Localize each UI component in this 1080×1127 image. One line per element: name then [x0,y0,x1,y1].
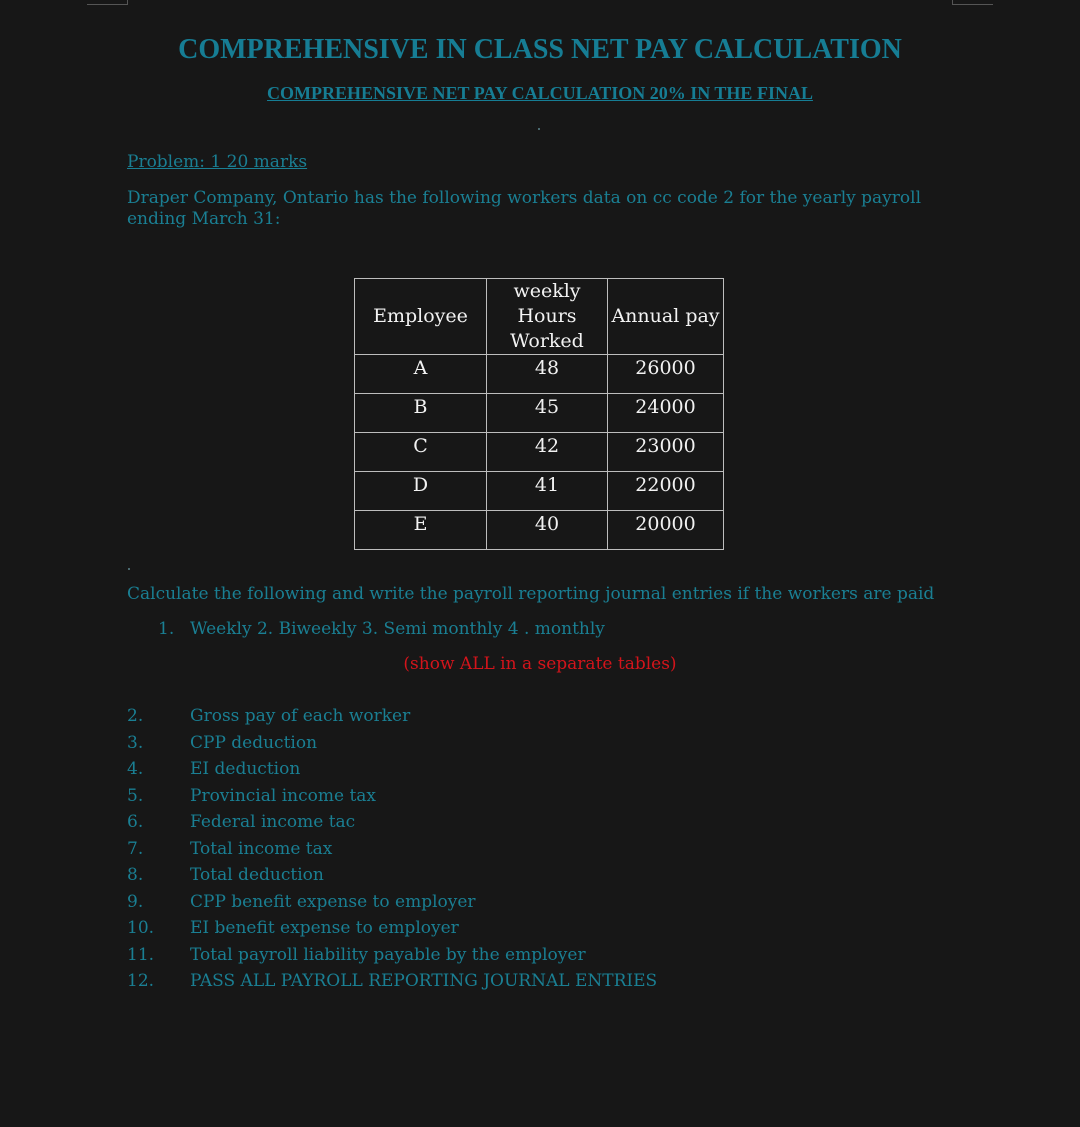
item-text: Total payroll liability payable by the employer [190,944,586,965]
item-text: Gross pay of each worker [190,706,411,726]
list-item [127,864,657,891]
cell-employee: D [355,472,487,511]
item-number: 4. [127,759,144,779]
table-row [355,355,724,394]
item-number: 9. [127,891,144,912]
item-number: 11. [127,944,155,965]
item-text: Total deduction [190,865,324,885]
cell-employee: B [355,394,487,433]
table-row [355,394,724,433]
table-row [355,511,724,550]
list-item [127,811,657,838]
header-weekly-hours: weekly Hours Worked [487,279,608,355]
item-text: EI deduction [190,759,301,779]
table-header-row [355,279,724,355]
table-row [355,433,724,472]
intro-paragraph: Draper Company, Ontario has the following workers data on cc code 2 for the yearly payroll ending March 31: [127,188,922,229]
page-corner-mark-left [87,0,128,5]
item-text: Provincial income tax [190,785,377,806]
page-corner-mark-right [952,0,993,5]
list-item [127,891,657,918]
list-item [127,944,657,971]
cell-annual-pay: 24000 [608,394,724,433]
list-item [127,970,657,997]
list-item [127,705,657,732]
document-title: COMPREHENSIVE IN CLASS NET PAY CALCULATION [178,34,902,65]
cell-annual-pay: 22000 [608,472,724,511]
cell-hours: 45 [487,394,608,433]
item-number: 3. [127,732,144,753]
cell-employee: A [355,355,487,394]
item-number: 10. [127,918,155,938]
pay-frequency-line [158,619,605,639]
item-text: CPP deduction [190,732,318,753]
cell-hours: 48 [487,355,608,394]
header-employee: Employee [355,279,487,355]
item-text: PASS ALL PAYROLL REPORTING JOURNAL ENTRIES [190,971,658,991]
item-number: 7. [127,838,144,859]
cell-employee: E [355,511,487,550]
list-item [127,917,657,944]
header-annual-pay: Annual pay [608,279,724,355]
problem-label: Problem: 1 20 marks [127,152,308,172]
item-number: 12. [127,971,155,991]
instruction-text: Calculate the following and write the payroll reporting journal entries if the workers are paid [127,584,935,604]
task-list [127,705,657,997]
cell-hours: 40 [487,511,608,550]
cell-employee: C [355,433,487,472]
frequency-number: 1. [158,619,175,639]
list-item [127,838,657,865]
table-row [355,472,724,511]
item-text: EI benefit expense to employer [190,918,459,938]
item-text: Federal income tac [190,812,356,832]
item-number: 6. [127,812,144,832]
cell-annual-pay: 26000 [608,355,724,394]
frequency-text: Weekly 2. Biweekly 3. Semi monthly 4 . monthly [190,619,605,639]
item-number: 5. [127,785,144,806]
list-item [127,758,657,785]
stray-dot [538,128,540,130]
list-item [127,732,657,759]
document-subtitle: COMPREHENSIVE NET PAY CALCULATION 20% IN THE FINAL [267,83,813,103]
stray-dot [128,568,130,570]
cell-annual-pay: 23000 [608,433,724,472]
cell-hours: 42 [487,433,608,472]
item-text: CPP benefit expense to employer [190,891,476,912]
separate-tables-note: (show ALL in a separate tables) [403,654,677,674]
workers-table [354,278,724,550]
item-number: 8. [127,865,144,885]
list-item [127,785,657,812]
cell-annual-pay: 20000 [608,511,724,550]
item-number: 2. [127,706,144,726]
cell-hours: 41 [487,472,608,511]
item-text: Total income tax [190,838,333,859]
